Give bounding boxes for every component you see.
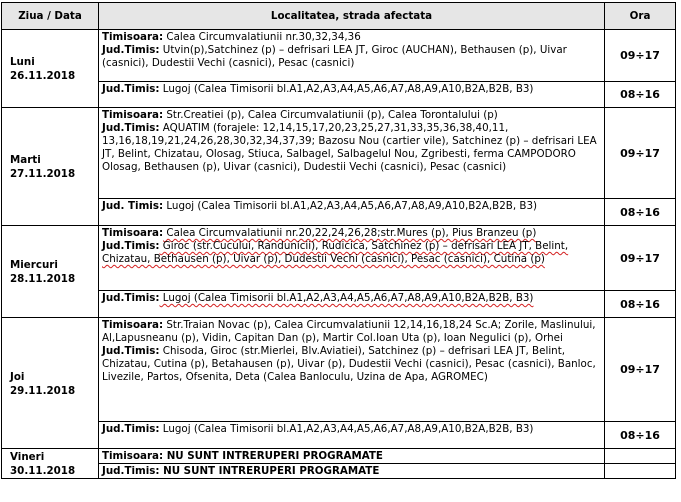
location-line: [102, 200, 602, 213]
day-date: 29.11.2018: [10, 384, 76, 397]
header-location: Localitatea, strada afectata: [99, 3, 605, 30]
day-cell: [2, 449, 99, 479]
area-label: Jud.Timis:: [102, 292, 160, 304]
location-line: [102, 122, 602, 174]
day-cell: [2, 30, 99, 108]
outage-schedule-table: [1, 2, 676, 479]
location-cell: [99, 291, 605, 318]
area-label: Jud.Timis:: [102, 465, 160, 477]
area-streets: Calea Circumvalatiunii nr.30,32,34,36: [163, 31, 361, 43]
area-label: Timisoara:: [102, 31, 164, 43]
area-label: Jud.Timis:: [102, 423, 160, 435]
time-cell: 09÷17: [605, 108, 676, 199]
location-line: [102, 465, 602, 478]
table-row: [2, 449, 676, 464]
area-streets: Lugoj (Calea Timisorii bl.A1,A2,A3,A4,A5,A6,A7,A8,A9,A10,B2A,B2B, B3): [159, 292, 534, 304]
table-row: [2, 291, 676, 318]
area-streets: Lugoj (Calea Timisorii bl.A1,A2,A3,A4,A5,A6,A7,A8,A9,A10,B2A,B2B, B3): [159, 83, 534, 95]
time-cell: 08÷16: [605, 199, 676, 226]
location-line: [102, 423, 602, 436]
location-cell: [99, 449, 605, 464]
location-cell: [99, 226, 605, 291]
day-name: Luni: [10, 56, 35, 68]
area-streets: AQUATIM (forajele: 12,14,15,17,20,23,25,27,31,33,35,36,38,40,11, 13,16,18,19,21,24,26,28,30,32,34,37,39; Bazosu Nou (cartier vile), Satchinez (p) – defrisari LEA JT, Belint, Chizatau, Olosag, Stiuca, Salbagel, Salbagelul Nou, Zgribesti, ferma CAMPODORO Olosag, Bethausen (p), Uivar (casnici), Dudestii Vechi (casnici), Pesac (casnici): [102, 122, 597, 173]
location-cell: [99, 30, 605, 82]
area-streets: Calea Circumvalatiunii nr.20,22,24,26,28;str.Mures (p), Pius Branzeu (p): [163, 227, 537, 239]
location-line: [102, 109, 602, 122]
area-streets: NU SUNT INTRERUPERI PROGRAMATE: [159, 465, 380, 477]
day-date: 27.11.2018: [10, 168, 76, 180]
day-cell: [2, 226, 99, 318]
area-label: Jud. Timis:: [102, 200, 164, 212]
area-label: Jud.Timis:: [102, 83, 160, 95]
location-line: [102, 319, 602, 345]
schedule-body: [2, 30, 676, 479]
area-label: Timisoara:: [102, 450, 164, 462]
table-row: [2, 82, 676, 108]
day-cell: [2, 318, 99, 449]
location-cell: [99, 318, 605, 422]
area-streets: Str.Traian Novac (p), Calea Circumvalatiunii 12,14,16,18,24 Sc.A; Zorile, Maslinului, Al,Lapusneanu (p), Vidin, Capitan Dan (p), Martir Col.Ioan Uta (p), Ioan Negulici (p), Orhei: [102, 319, 596, 344]
location-cell: [99, 464, 605, 479]
header-day: Ziua / Data: [2, 3, 99, 30]
day-name: Marti: [10, 154, 41, 166]
area-streets: Chisoda, Giroc (str.Mierlei, Blv.Aviatiei), Satchinez (p) – defrisari LEA JT, Belint, Chizatau, Cutina (p), Betahausen (p), Uivar (p), Dudestii Vechi (casnici), Pesac (casnici), Banloc, Livezile, Partos, Ofsenita, Deta (Calea Banloculu, Uzina de Apa, AGROMEC): [102, 345, 596, 383]
day-date: 26.11.2018: [10, 70, 76, 82]
area-streets: Utvin(p),Satchinez (p) – defrisari LEA JT, Giroc (AUCHAN), Bethausen (p), Uivar (casnici), Dudestii Vechi (casnici), Pesac (casnici): [102, 44, 567, 69]
area-streets: Giroc (str.Cucului, Randunicii), Rudicica, Satchinez (p) – defrisari LEA JT, Belint, Chizatau, Bethausen (p), Uivar (p), Dudestii Vechi (casnici), Pesac (casnici), Cutina (p): [102, 240, 569, 265]
table-row: [2, 226, 676, 291]
location-cell: [99, 422, 605, 449]
day-name: Vineri: [10, 451, 45, 463]
location-line: [102, 292, 602, 305]
table-row: [2, 464, 676, 479]
location-line: [102, 450, 602, 463]
time-cell: 09÷17: [605, 226, 676, 291]
time-cell: [605, 449, 676, 464]
time-cell: 09÷17: [605, 318, 676, 422]
area-label: Jud.Timis:: [102, 122, 160, 134]
time-cell: [605, 464, 676, 479]
day-date: 28.11.2018: [10, 273, 76, 285]
area-streets: Str.Creatiei (p), Calea Circumvalatiunii (p), Calea Torontalului (p): [163, 109, 498, 121]
time-cell: 08÷16: [605, 82, 676, 108]
area-label: Timisoara:: [102, 227, 164, 239]
location-line: [102, 31, 602, 44]
header-time: Ora: [605, 3, 676, 30]
day-name: Joi: [10, 370, 25, 383]
area-label: Jud.Timis:: [102, 345, 160, 357]
table-row: [2, 108, 676, 199]
day-date: 30.11.2018: [10, 465, 76, 477]
table-row: [2, 30, 676, 82]
time-cell: 09÷17: [605, 30, 676, 82]
location-line: [102, 240, 602, 266]
area-streets: NU SUNT INTRERUPERI PROGRAMATE: [163, 450, 383, 462]
area-label: Timisoara:: [102, 109, 164, 121]
table-row: [2, 318, 676, 422]
location-line: [102, 44, 602, 70]
area-label: Timisoara:: [102, 319, 164, 331]
table-row: [2, 422, 676, 449]
area-label: Jud.Timis:: [102, 240, 160, 252]
location-line: [102, 83, 602, 96]
area-streets: Lugoj (Calea Timisorii bl.A1,A2,A3,A4,A5,A6,A7,A8,A9,A10,B2A,B2B, B3): [159, 423, 534, 435]
area-label: Jud.Timis:: [102, 44, 160, 56]
time-cell: 08÷16: [605, 422, 676, 449]
location-cell: [99, 82, 605, 108]
day-cell: [2, 108, 99, 226]
header-row: [2, 3, 676, 30]
location-line: [102, 345, 602, 384]
location-cell: [99, 108, 605, 199]
location-cell: [99, 199, 605, 226]
location-line: [102, 227, 602, 240]
table-row: [2, 199, 676, 226]
area-streets: Lugoj (Calea Timisorii bl.A1,A2,A3,A4,A5,A6,A7,A8,A9,A10,B2A,B2B, B3): [163, 200, 538, 212]
day-name: Miercuri: [10, 259, 58, 271]
time-cell: 08÷16: [605, 291, 676, 318]
